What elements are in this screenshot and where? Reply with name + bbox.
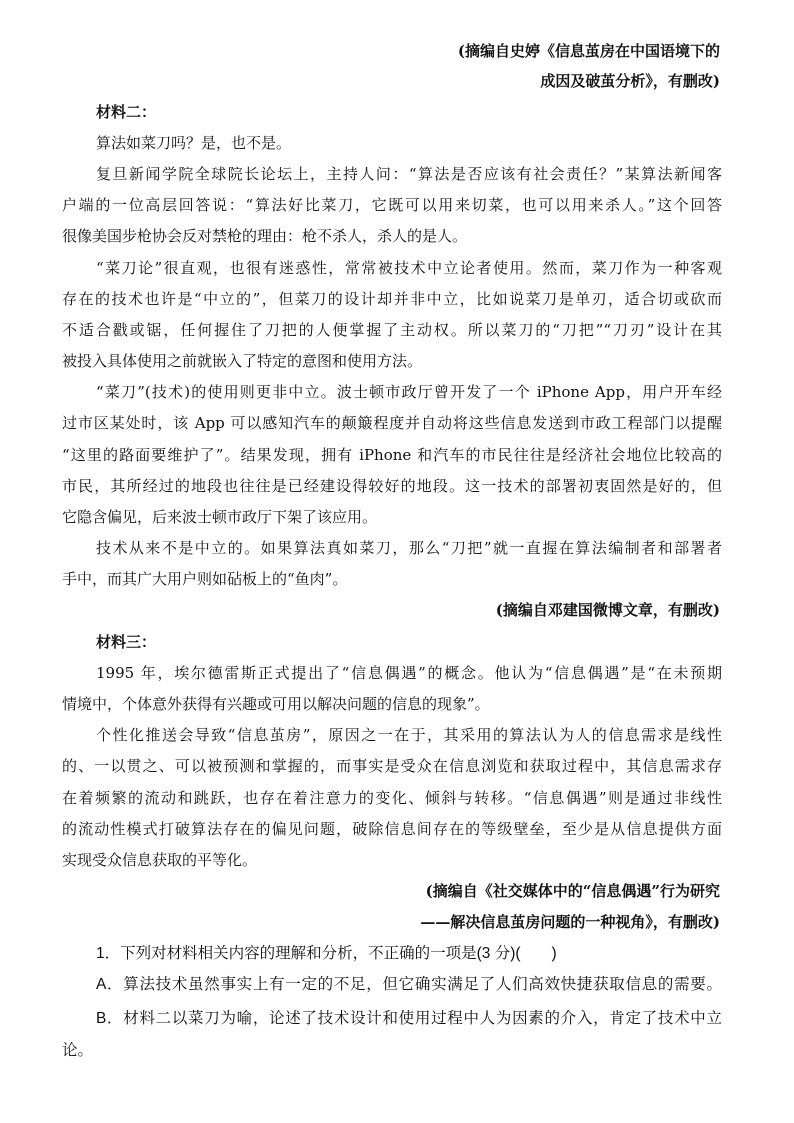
source-citation-line: (摘编自邓建国微博文章，有删改)	[495, 601, 720, 619]
paragraph-line: 个性化推送会导致“信息茧房”，原因之一在于，其采用的算法认为人的信息需求是线性	[96, 726, 722, 744]
paragraph-line: 过市区某处时，该 App 可以感知汽车的颠簸程度并自动将这些信息发送到市政工程部门以提醒	[62, 414, 722, 432]
paragraph-line: 复旦新闻学院全球院长论坛上，主持人问：“算法是否应该有社会责任？”某算法新闻客	[96, 165, 722, 183]
answer-option-b-continued: 论。	[62, 1042, 94, 1059]
paragraph-line: 的、一以贯之、可以被预测和掌握的，而事实是受众在信息浏览和获取过程中，其信息需求存	[62, 757, 722, 775]
paragraph-line: 1995 年，埃尔德雷斯正式提出了“信息偶遇”的概念。他认为“信息偶遇”是“在未预期	[96, 664, 722, 682]
source-citation-line: (摘编自《社交媒体中的“信息偶遇”行为研究	[425, 882, 720, 900]
paragraph-line: 存在的技术也许是“中立的”，但菜刀的设计却并非中立，比如说菜刀是单刃，适合切或砍而	[62, 290, 722, 308]
paragraph-line: 的流动性模式打破算法存在的偏见问题，破除信息间存在的等级壁垒，至少是从信息提供方面	[62, 820, 722, 838]
question-stem: 1．下列对材料相关内容的理解和分析，不正确的一项是(3 分)( )	[96, 945, 557, 962]
source-citation-line: ——解决信息茧房问题的一种视角》，有删改)	[420, 913, 720, 931]
paragraph-line: 算法如菜刀吗？是，也不是。	[96, 134, 292, 152]
answer-option-a: A．算法技术虽然事实上有一定的不足，但它确实满足了人们高效快捷获取信息的需要。	[96, 976, 722, 993]
paragraph-line: 情境中，个体意外获得有兴趣或可用以解决问题的信息的现象”。	[62, 695, 490, 713]
paragraph-line: 被投入具体使用之前就嵌入了特定的意图和使用方法。	[62, 352, 423, 370]
paragraph-line: 手中，而其广大用户则如砧板上的“鱼肉”。	[62, 570, 348, 588]
paragraph-line: 在着频繁的流动和跳跃，也存在着注意力的变化、倾斜与转移。“信息偶遇”则是通过非线性	[62, 789, 722, 807]
material-heading: 材料二：	[96, 103, 157, 121]
paragraph-line: 实现受众信息获取的平等化。	[62, 851, 258, 869]
answer-option-b: B．材料二以菜刀为喻，论述了技术设计和使用过程中人为因素的介入，肯定了技术中立	[96, 1010, 722, 1027]
paragraph-line: 不适合戳或锯，任何握住了刀把的人便掌握了主动权。所以菜刀的“刀把”“刀刃”设计在其	[62, 321, 722, 339]
paragraph-line: 技术从来不是中立的。如果算法真如菜刀，那么“刀把”就一直握在算法编制者和部署者	[96, 539, 722, 557]
paragraph-line: “菜刀”(技术)的使用则更非中立。波士顿市政厅曾开发了一个 iPhone App，用户开车经	[96, 383, 722, 401]
paragraph-line: 户端的一位高层回答说：“算法好比菜刀，它既可以用来切菜，也可以用来杀人。”这个回答	[62, 196, 722, 214]
material-heading: 材料三：	[96, 633, 157, 651]
paragraph-line: 它隐含偏见，后来波士顿市政厅下架了该应用。	[62, 508, 378, 526]
source-citation-line: 成因及破茧分析》，有删改)	[540, 72, 720, 90]
paragraph-line: 市民，其所经过的地段也往往是已经建设得较好的地段。这一技术的部署初衷固然是好的，但	[62, 477, 722, 495]
source-citation-line: (摘编自史婷《信息茧房在中国语境下的	[457, 42, 720, 60]
paragraph-line: 很像美国步枪协会反对禁枪的理由：枪不杀人，杀人的是人。	[62, 227, 468, 245]
paragraph-line: “这里的路面要维护了”。结果发现，拥有 iPhone 和汽车的市民往往是经济社会地位比较高的	[62, 446, 722, 464]
paragraph-line: “菜刀论”很直观，也很有迷惑性，常常被技术中立论者使用。然而，菜刀作为一种客观	[96, 259, 722, 277]
